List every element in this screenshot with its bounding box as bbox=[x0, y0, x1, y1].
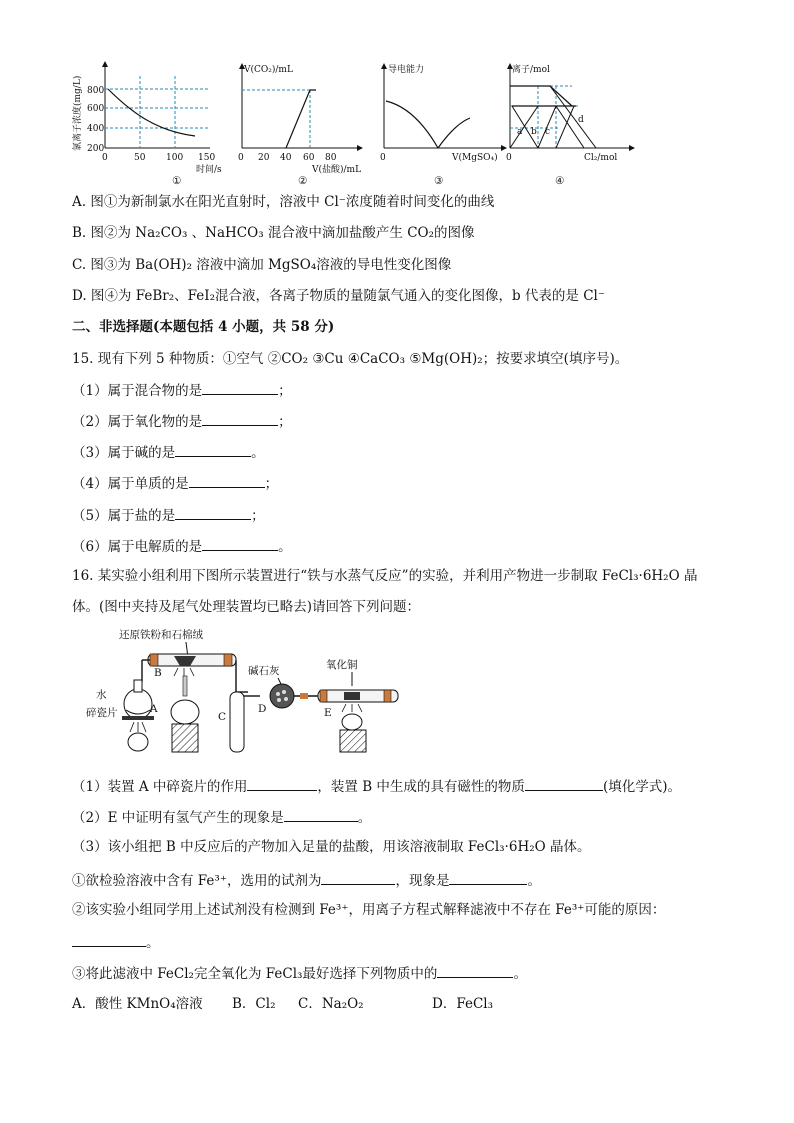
q15-item-punct: 。 bbox=[251, 445, 265, 461]
q15-item-text: （3）属于碱的是 bbox=[72, 445, 176, 461]
label-a: A bbox=[150, 703, 158, 715]
q15-item bbox=[72, 505, 265, 525]
q15-item-punct: ； bbox=[278, 383, 292, 399]
graph-4-x0: 0 bbox=[506, 153, 512, 163]
apparatus-diagram bbox=[86, 624, 406, 756]
graph-4-curve-label: a bbox=[517, 127, 523, 137]
graph-1-ylabel: 氯离子浓度(mg/L) bbox=[73, 75, 83, 151]
answer-blank[interactable] bbox=[189, 473, 265, 488]
section-heading: 二、非选择题(本题包括 4 小题，共 58 分) bbox=[72, 319, 335, 335]
q14-option-a: A. 图①为新制氯水在阳光直射时，溶液中 Cl⁻浓度随着时间变化的曲线 bbox=[72, 194, 495, 210]
graph-2-xlabel: V(盐酸)/mL bbox=[312, 165, 362, 175]
label-iron-powder: 还原铁粉和石棉绒 bbox=[119, 629, 203, 641]
answer-blank[interactable] bbox=[284, 807, 358, 822]
graph-2-xtick: 40 bbox=[280, 153, 292, 163]
q15-item bbox=[72, 473, 278, 493]
q16-choices bbox=[72, 995, 493, 1013]
q15-stem: 15. 现有下列 5 种物质：①空气 ②CO₂ ③Cu ④CaCO₃ ⑤Mg(OH)₂；按要求填空(填序号)。 bbox=[72, 351, 629, 367]
q15-item bbox=[72, 380, 292, 400]
graph-2-ylabel: V(CO₂)/mL bbox=[244, 65, 293, 75]
q16-part-2 bbox=[72, 807, 371, 827]
graph-3-xlabel: V(MgSO₄) bbox=[452, 153, 498, 163]
q16-text: 。 bbox=[513, 966, 527, 982]
choice-c[interactable]: C．Na₂O₂ bbox=[298, 996, 364, 1012]
graph-1-xtick: 0 bbox=[102, 153, 108, 163]
label-b: B bbox=[154, 667, 162, 679]
graph-2-xtick: 20 bbox=[258, 153, 270, 163]
graph-2-xtick: 80 bbox=[325, 153, 337, 163]
graph-4-xlabel: Cl₂/mol bbox=[584, 153, 618, 163]
answer-blank[interactable] bbox=[449, 870, 527, 885]
q16-part-3-2: ②该实验小组同学用上述试剂没有检测到 Fe³⁺，用离子方程式解释滤液中不存在 Fe³⁺可能的原因： bbox=[72, 902, 666, 918]
label-d: D bbox=[258, 703, 267, 715]
answer-blank[interactable] bbox=[321, 870, 395, 885]
label-water: 水 bbox=[96, 689, 107, 701]
q16-text: (填化学式)。 bbox=[602, 779, 681, 795]
answer-blank[interactable] bbox=[202, 536, 278, 551]
graph-2 bbox=[238, 64, 361, 187]
q16-text: ，装置 B 中生成的具有磁性的物质 bbox=[317, 779, 525, 795]
graph-4-curve-label: b bbox=[531, 127, 537, 137]
graph-1-ytick: 800 bbox=[87, 86, 105, 96]
q15-item-text: （2）属于氧化物的是 bbox=[72, 414, 203, 430]
graphs-figure bbox=[60, 56, 740, 188]
answer-blank[interactable] bbox=[202, 380, 278, 395]
answer-blank[interactable] bbox=[72, 932, 146, 947]
answer-blank[interactable] bbox=[175, 442, 251, 457]
graph-1-xlabel: 时间/s bbox=[196, 165, 222, 175]
graph-3-x0: 0 bbox=[380, 153, 386, 163]
q16-text: ，现象是 bbox=[395, 873, 450, 889]
graph-1-xtick: 150 bbox=[198, 153, 216, 163]
q15-item bbox=[72, 442, 265, 462]
q15-item-text: （1）属于混合物的是 bbox=[72, 383, 203, 399]
q15-item-text: （5）属于盐的是 bbox=[72, 508, 176, 524]
graph-1 bbox=[71, 64, 222, 187]
q15-item-punct: ； bbox=[251, 508, 265, 524]
q16-text: （2）E 中证明有氢气产生的现象是 bbox=[72, 810, 284, 826]
label-copper-oxide: 氧化铜 bbox=[326, 659, 358, 671]
q16-text: 。 bbox=[146, 935, 160, 951]
q16-stem-continued: 体。(图中夹持及尾气处理装置均已略去)请回答下列问题： bbox=[72, 599, 421, 615]
q15-item-punct: 。 bbox=[278, 539, 292, 555]
graph-3-label: ③ bbox=[434, 175, 444, 187]
graph-3 bbox=[380, 63, 504, 187]
q16-part-3-2-answer bbox=[72, 932, 160, 952]
q14-option-c: C. 图③为 Ba(OH)₂ 溶液中滴加 MgSO₄溶液的导电性变化图像 bbox=[72, 257, 452, 273]
q15-item bbox=[72, 411, 292, 431]
graph-2-label: ② bbox=[298, 175, 308, 187]
q16-part-3-1 bbox=[72, 870, 541, 890]
graph-4-curve-label: d bbox=[578, 115, 584, 125]
q16-part-1 bbox=[72, 776, 681, 796]
q16-text: ①欲检验溶液中含有 Fe³⁺，选用的试剂为 bbox=[72, 873, 322, 889]
answer-blank[interactable] bbox=[247, 776, 317, 791]
q16-part-3-3 bbox=[72, 963, 527, 983]
graph-1-ytick: 600 bbox=[87, 104, 105, 114]
q15-item-text: （4）属于单质的是 bbox=[72, 476, 189, 492]
graph-2-xtick: 0 bbox=[238, 153, 244, 163]
graph-2-xtick: 60 bbox=[303, 153, 315, 163]
q16-text: （1）装置 A 中碎瓷片的作用 bbox=[72, 779, 248, 795]
q16-text: 。 bbox=[527, 873, 541, 889]
q15-item bbox=[72, 536, 292, 556]
q15-item-punct: ； bbox=[264, 476, 279, 492]
answer-blank[interactable] bbox=[175, 505, 251, 520]
choice-d[interactable]: D．FeCl₃ bbox=[432, 996, 494, 1012]
choice-a[interactable]: A．酸性 KMnO₄溶液 bbox=[72, 996, 203, 1012]
q16-text: ③将此滤液中 FeCl₂完全氧化为 FeCl₃最好选择下列物质中的 bbox=[72, 966, 438, 982]
graph-3-ylabel: 导电能力 bbox=[388, 65, 425, 75]
q14-option-b: B. 图②为 Na₂CO₃ 、NaHCO₃ 混合液中滴加盐酸产生 CO₂的图像 bbox=[72, 225, 475, 241]
graph-1-label: ① bbox=[172, 175, 182, 187]
answer-blank[interactable] bbox=[202, 411, 278, 426]
graph-1-ytick: 200 bbox=[87, 144, 105, 154]
q16-text: 。 bbox=[357, 810, 372, 826]
q16-part-3: （3）该小组把 B 中反应后的产物加入足量的盐酸，用该溶液制取 FeCl₃·6H₂O 晶体。 bbox=[72, 839, 591, 855]
choice-b[interactable]: B．Cl₂ bbox=[232, 996, 276, 1012]
answer-blank[interactable] bbox=[437, 963, 513, 978]
q15-item-punct: ； bbox=[278, 414, 292, 430]
graph-1-xtick: 50 bbox=[134, 153, 146, 163]
q14-option-d: D. 图④为 FeBr₂、FeI₂混合液，各离子物质的量随氯气通入的变化图像，b 代表的是 Cl⁻ bbox=[72, 288, 605, 304]
graph-4-ylabel: 离子/mol bbox=[512, 65, 550, 75]
graph-4 bbox=[506, 63, 632, 187]
graph-4-curve-label: c bbox=[545, 127, 551, 137]
label-c: C bbox=[218, 711, 227, 723]
graph-4-label: ④ bbox=[555, 175, 565, 187]
label-ceramic-chips: 碎瓷片 bbox=[86, 707, 118, 719]
q16-stem: 16. 某实验小组利用下图所示装置进行“铁与水蒸气反应”的实验，并利用产物进一步制取 FeCl₃·6H₂O 晶 bbox=[72, 568, 698, 584]
q15-item-text: （6）属于电解质的是 bbox=[72, 539, 203, 555]
label-e: E bbox=[324, 707, 332, 719]
graph-1-ytick: 400 bbox=[87, 124, 105, 134]
label-soda-lime: 碱石灰 bbox=[248, 665, 280, 677]
answer-blank[interactable] bbox=[525, 776, 603, 791]
graph-1-xtick: 100 bbox=[166, 153, 184, 163]
